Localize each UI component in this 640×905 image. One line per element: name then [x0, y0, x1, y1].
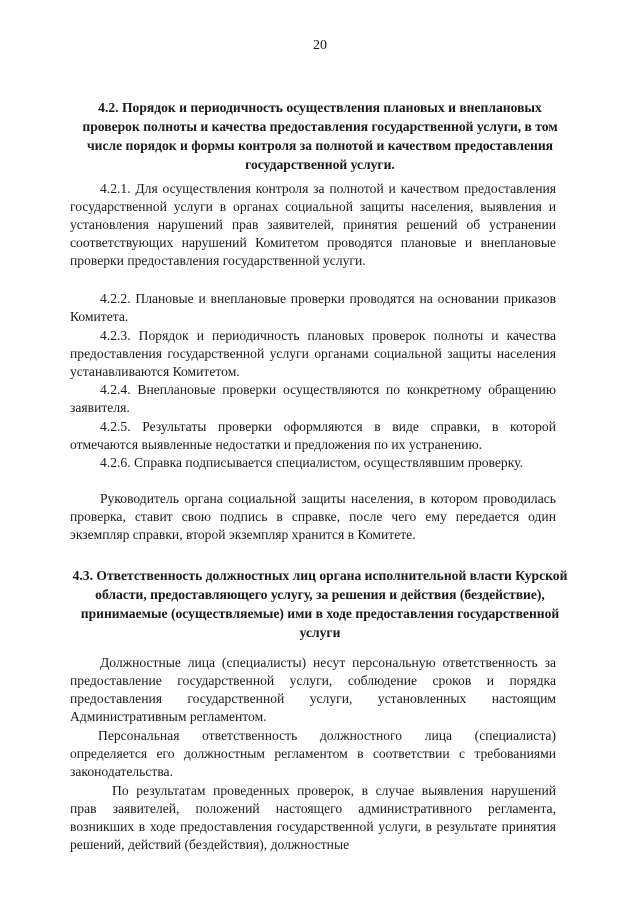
page-number: 20 — [313, 38, 327, 53]
paragraph-officials-responsibility: Должностные лица (специалисты) несут персональную ответственность за предоставление государственной услуги, соблюдение сроков и порядка предоставления государственной услуги, установленных настоящим Административным регламентом. — [70, 655, 556, 724]
paragraph-4-2-1: 4.2.1. Для осуществления контроля за полнотой и качеством предоставления государственной услуги в органах социальной защиты населения, выявления и установления нарушений прав заявителей, принятия решений об устранении соответствующих нарушений Комитетом проводятся плановые и внеплановые проверки предоставления государственной услуги. — [70, 181, 556, 268]
paragraph-personal-responsibility: Персональная ответственность должностного лица (специалиста) определяется его должностным регламентом в соответствии с требованиями законодательства. — [70, 728, 556, 779]
section-4-2-heading: 4.2. Порядок и периодичность осуществления плановых и внеплановых проверок полноты и качества предоставления государственной услуги, в том числе порядок и формы контроля за полнотой и качеством предоставления государственной услуги. — [82, 100, 558, 172]
paragraph-4-2-6: 4.2.6. Справка подписывается специалистом, осуществлявшим проверку. — [100, 455, 523, 470]
paragraph-4-2-5: 4.2.5. Результаты проверки оформляются в виде справки, в которой отмечаются выявленные недостатки и предложения по их устранению. — [70, 419, 556, 452]
paragraph-supervisor-signature: Руководитель органа социальной защиты населения, в котором проводилась проверка, ставит свою подпись в справке, после чего ему передается один экземпляр справки, второй экземпляр хранится в Комитете. — [70, 491, 556, 542]
section-4-3-heading: 4.3. Ответственность должностных лиц органа исполнительной власти Курской области, предоставляющего услугу, за решения и действия (бездействие), принимаемые (осуществляемые) ими в ходе предоставления государственной услуги — [72, 568, 568, 640]
paragraph-4-2-4: 4.2.4. Внеплановые проверки осуществляются по конкретному обращению заявителя. — [70, 382, 556, 415]
paragraph-4-2-3: 4.2.3. Порядок и периодичность плановых проверок полноты и качества предоставления государственной услуги органами социальной защиты населения устанавливаются Комитетом. — [70, 328, 556, 379]
paragraph-4-2-2: 4.2.2. Плановые и внеплановые проверки проводятся на основании приказов Комитета. — [70, 291, 556, 324]
paragraph-inspection-results: По результатам проведенных проверок, в случае выявления нарушений прав заявителей, положений настоящего административного регламента, возникших в ходе предоставления государственной услуги, в результате принятия решений, действий (бездействия), должностные — [70, 783, 556, 852]
